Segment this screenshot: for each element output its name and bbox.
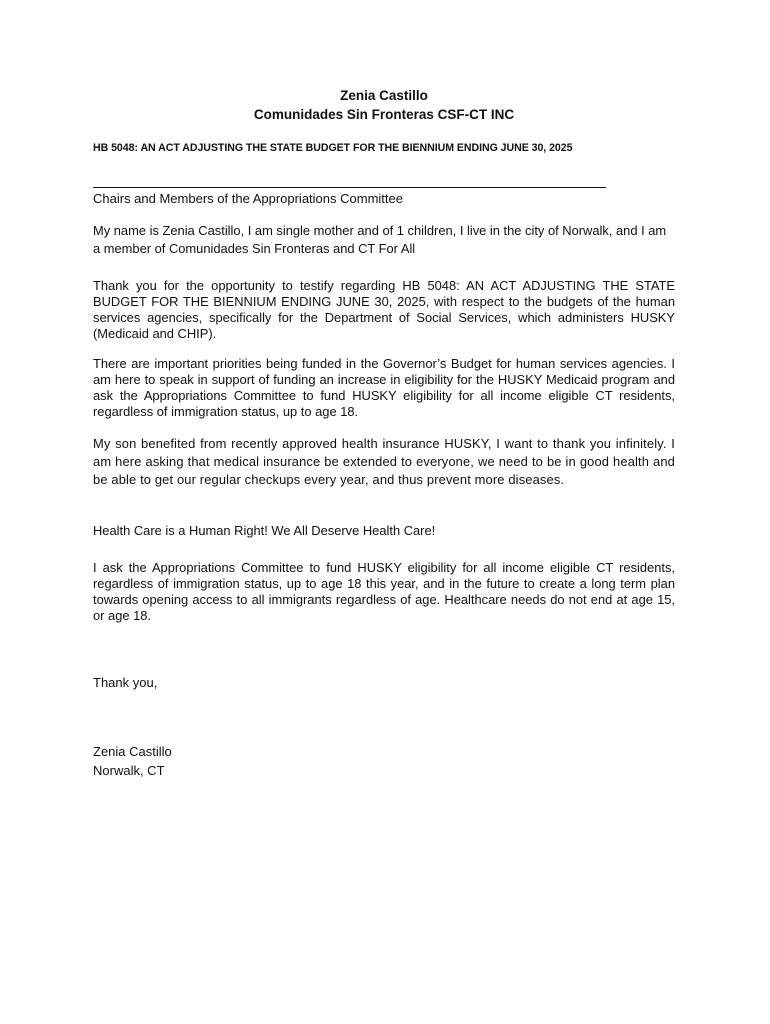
paragraph-testimony-purpose: Thank you for the opportunity to testify regarding HB 5048: AN ACT ADJUSTING THE STATE BUDGET FOR THE BIENNIUM ENDING JUNE 30, 2025, with respect to the budgets of the human services agencies, specifically for the Department of Social Services, which administers HUSKY (Medicaid and CHIP). xyxy=(93,278,675,341)
closing: Thank you, xyxy=(93,675,158,690)
author-name: Zenia Castillo xyxy=(340,88,428,103)
paragraph-request: I ask the Appropriations Committee to fund HUSKY eligibility for all income eligible CT residents, regardless of immigration status, up to age 18 this year, and in the future to create a long term plan towards opening access to all immigrants regardless of age. Healthcare needs do not end at age 15, or age 18. xyxy=(93,560,675,623)
paragraph-slogan: Health Care is a Human Right! We All Deserve Health Care! xyxy=(93,523,436,538)
signature-name: Zenia Castillo xyxy=(93,744,172,759)
divider-line xyxy=(93,187,606,188)
paragraph-personal-story: My son benefited from recently approved health insurance HUSKY, I want to thank you infinitely. I am here asking that medical insurance be extended to everyone, we need to be in good health and be able to get our regular checkups every year, and thus prevent more diseases. xyxy=(93,436,675,487)
organization-name: Comunidades Sin Fronteras CSF-CT INC xyxy=(253,107,515,122)
bill-title: HB 5048: AN ACT ADJUSTING THE STATE BUDGET FOR THE BIENNIUM ENDING JUNE 30, 2025 xyxy=(93,142,573,154)
salutation: Chairs and Members of the Appropriations Committee xyxy=(93,191,403,206)
paragraph-budget-priorities: There are important priorities being funded in the Governor’s Budget for human services agencies. I am here to speak in support of funding an increase in eligibility for the HUSKY Medicaid program and ask the Appropriations Committee to fund HUSKY eligibility for all income eligible CT residents, regardless of immigration status, up to age 18. xyxy=(93,356,675,419)
paragraph-introduction: My name is Zenia Castillo, I am single mother and of 1 children, I live in the city of Norwalk, and I am a member of Comunidades Sin Fronteras and CT For All xyxy=(93,223,667,256)
signature-location: Norwalk, CT xyxy=(93,763,165,778)
